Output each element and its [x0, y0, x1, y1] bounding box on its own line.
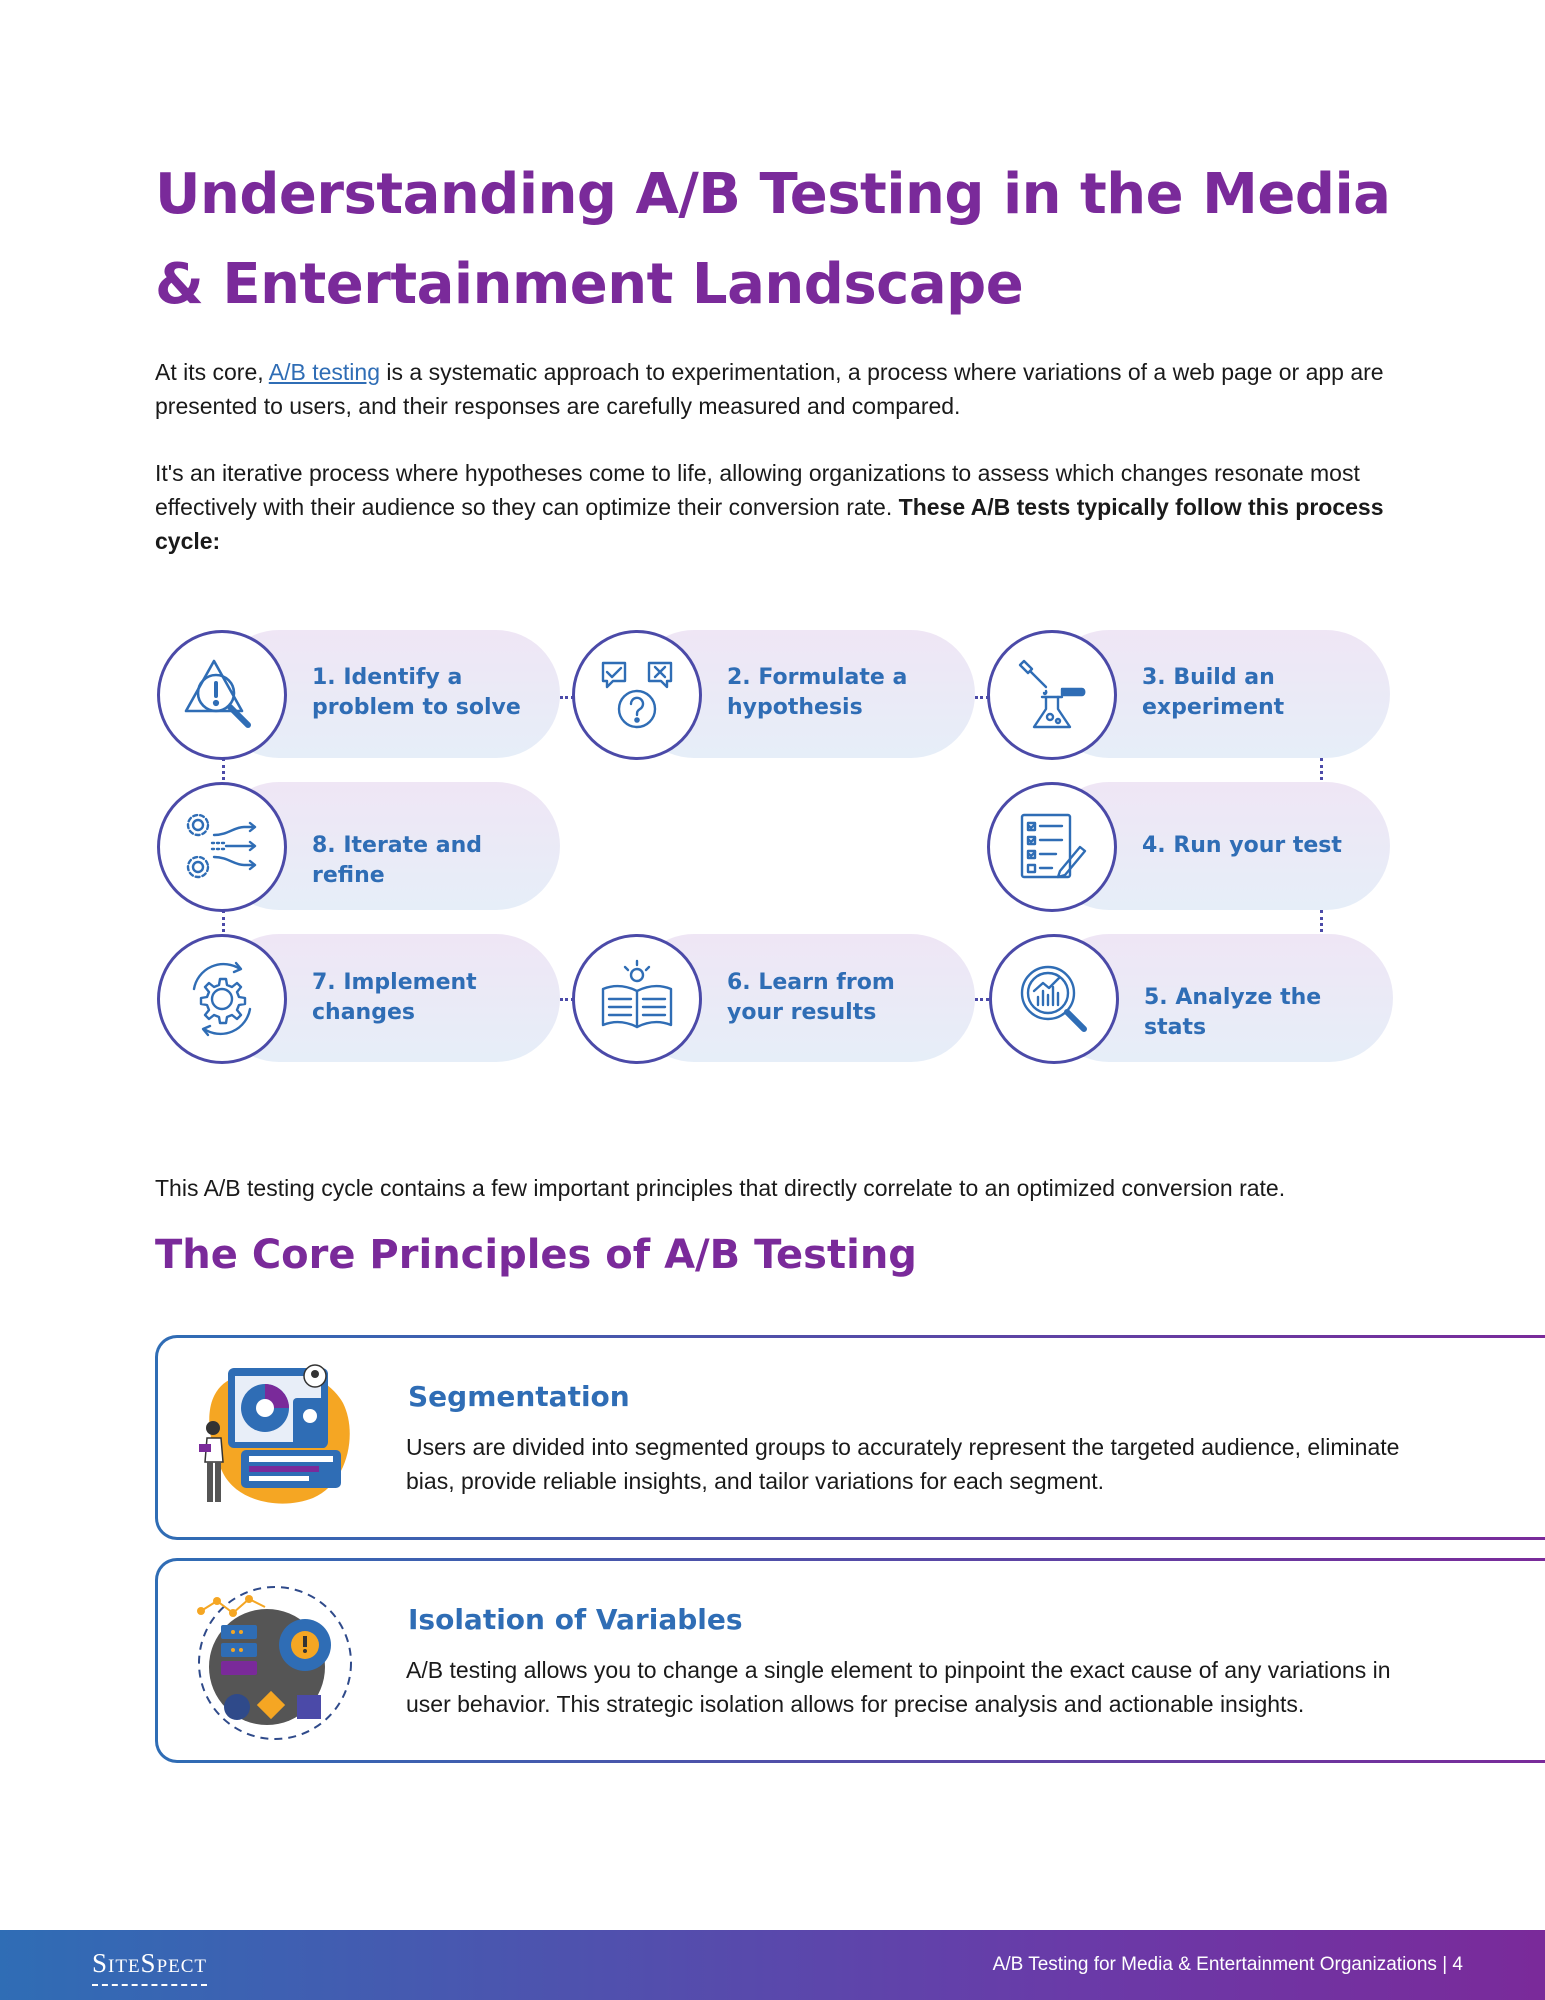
connector-8-1 — [222, 758, 225, 780]
open-book-icon — [595, 957, 679, 1041]
step-8-label: 8. Iterate and refine — [312, 833, 482, 888]
connector-7-8 — [222, 910, 225, 932]
step-4-circle — [987, 782, 1117, 912]
step-1-circle — [157, 630, 287, 760]
connector-4-5 — [1320, 910, 1323, 932]
chart-magnifier-icon — [1012, 957, 1096, 1041]
step-2-circle — [572, 630, 702, 760]
footer-page-info: A/B Testing for Media & Entertainment Organizations | 4 — [992, 1954, 1463, 1975]
intro-bold-text: These A/B tests typically follow this process cycle: — [155, 494, 1384, 554]
gears-arrows-icon — [180, 805, 264, 889]
step-3-label: 3. Build an experiment — [1142, 665, 1285, 720]
principle-text: Users are divided into segmented groups to accurately represent the targeted audience, eliminate bias, provide reliable insights, and tailor variations for each segment. — [406, 1434, 1400, 1494]
process-cycle-diagram — [155, 628, 1395, 1068]
step-8-circle — [157, 782, 287, 912]
principle-card-isolation — [155, 1558, 1545, 1763]
step-4-label: 4. Run your test — [1142, 833, 1342, 858]
ab-testing-link[interactable]: A/B testing — [268, 359, 380, 385]
lab-flask-icon — [1010, 653, 1094, 737]
step-6-label: 6. Learn from your results — [727, 970, 895, 1025]
step-3-circle — [987, 630, 1117, 760]
intro-paragraph-1 — [155, 355, 1405, 423]
intro-paragraph-2 — [155, 456, 1405, 558]
isolation-illustration-icon — [193, 1581, 358, 1741]
principle-title: Segmentation — [408, 1380, 630, 1413]
step-5-circle — [989, 934, 1119, 1064]
gear-cycle-icon — [180, 957, 264, 1041]
principle-text: A/B testing allows you to change a single element to pinpoint the exact cause of any variations in user behavior. This strategic isolation allows for precise analysis and actionable insights. — [406, 1657, 1391, 1717]
step-7-circle — [157, 934, 287, 1064]
step-5-label: 5. Analyze the stats — [1144, 985, 1322, 1040]
cycle-summary: This A/B testing cycle contains a few important principles that directly correlate to an optimized conversion rate. — [155, 1175, 1286, 1201]
step-2-label: 2. Formulate a hypothesis — [727, 665, 908, 720]
checklist-icon — [1010, 805, 1094, 889]
section-title: The Core Principles of A/B Testing — [155, 1232, 917, 1278]
warning-magnifier-icon — [180, 653, 264, 737]
logo-text: SiteSpect — [92, 1948, 208, 1978]
intro-text-before: At its core, — [155, 359, 269, 385]
step-6-circle — [572, 934, 702, 1064]
footer-bar — [0, 1930, 1545, 2000]
principle-title: Isolation of Variables — [408, 1603, 743, 1636]
sitespect-logo — [92, 1948, 207, 1979]
connector-3-4 — [1320, 758, 1323, 780]
step-7-label: 7. Implement changes — [312, 970, 477, 1025]
page-title: Understanding A/B Testing in the Media & Entertainment Landscape — [155, 162, 1391, 317]
principle-card-segmentation — [155, 1335, 1545, 1540]
segmentation-illustration-icon — [193, 1358, 358, 1518]
intro-text-2: It's an iterative process where hypotheses come to life, allowing organizations to assess which changes resonate most effectively with their audience so they can optimize their conversion rate. — [155, 460, 1360, 520]
intro-text-after: is a systematic approach to experimentation, a process where variations of a web page or app are presented to users, and their responses are carefully measured and compared. — [155, 359, 1384, 419]
question-speech-icon — [595, 653, 679, 737]
step-1-label: 1. Identify a problem to solve — [312, 665, 521, 720]
logo-underline — [92, 1984, 207, 1986]
